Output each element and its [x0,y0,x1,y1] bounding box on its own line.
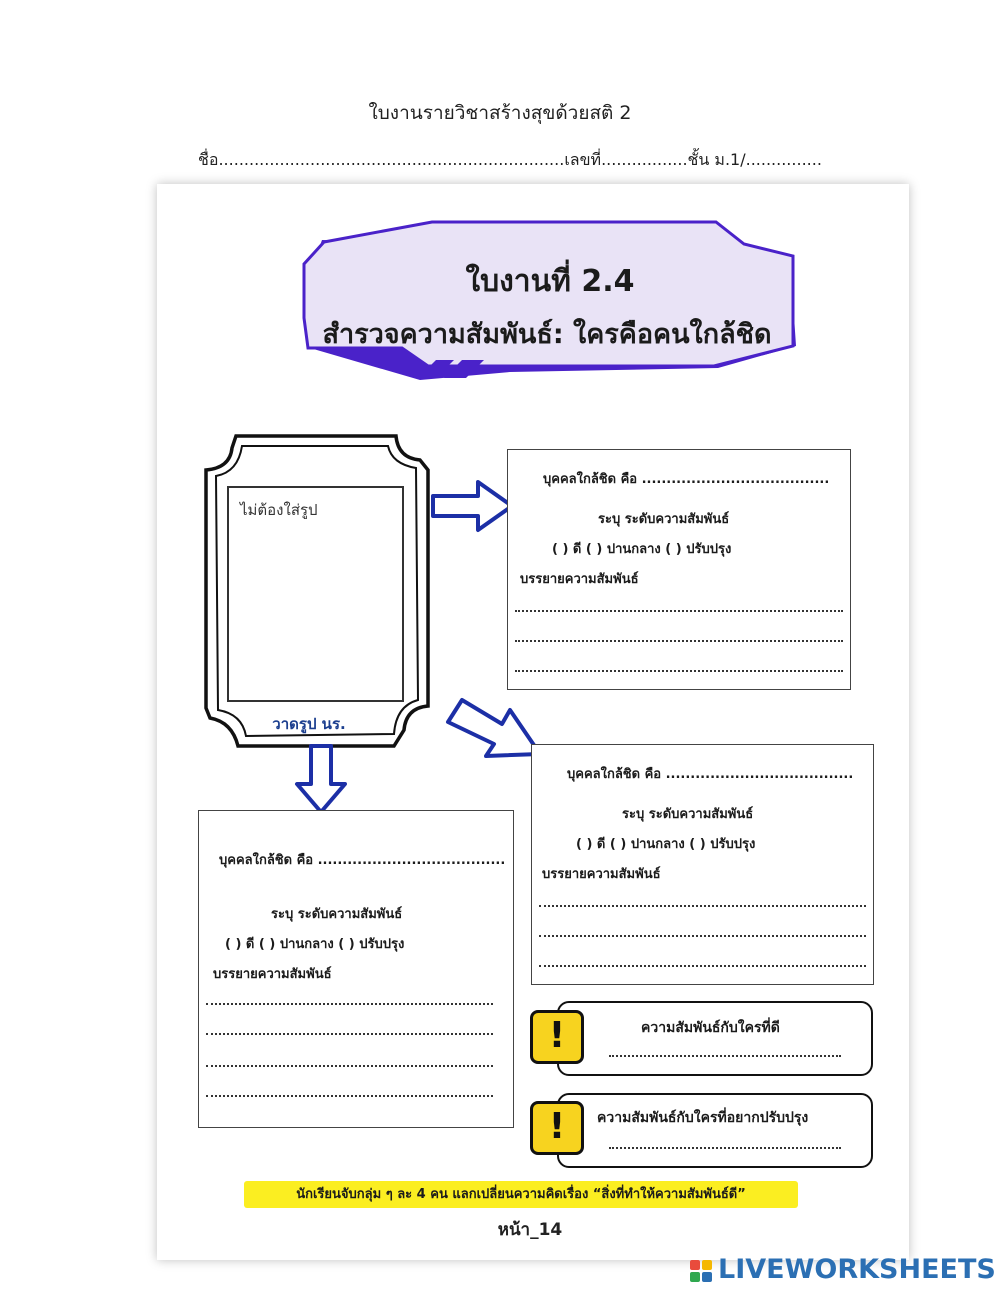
answer-line[interactable] [609,1147,841,1149]
arrow-down [297,746,345,812]
worksheet-title: สำรวจความสัมพันธ์: ใครคือคนใกล้ชิด [322,319,772,350]
worksheet-number: ใบงานที่ 2.4 [465,264,635,299]
logo-grid-icon [690,1260,712,1282]
page-number: หน้า_14 [497,1220,563,1240]
relationship-level-label: ระบุ ระดับความสัมพันธ์ [271,907,403,922]
arrow-diagonal [448,700,540,756]
describe-label: บรรยายความสัมพันธ์ [542,867,661,882]
exclamation-icon: ! [530,1101,584,1155]
relationship-card-1 [507,449,851,690]
relationship-card-2 [531,744,874,985]
describe-label: บรรยายความสัมพันธ์ [213,967,332,982]
relationship-level-label: ระบุ ระดับความสัมพันธ์ [622,807,754,822]
relationship-card-3 [198,810,514,1128]
liveworksheets-logo[interactable] [690,1252,996,1288]
answer-line[interactable] [539,935,866,937]
answer-line[interactable] [609,1055,841,1057]
brand-name: LIVEWORKSHEETS [718,1254,996,1285]
good-relationship-box [557,1001,873,1076]
good-relationship-label: ความสัมพันธ์กับใครที่ดี [641,1020,780,1036]
improve-relationship-label: ความสัมพันธ์กับใครที่อยากปรับปรุง [597,1110,809,1126]
describe-label: บรรยายความสัมพันธ์ [520,572,639,587]
relationship-level-options[interactable]: ( ) ดี ( ) ปานกลาง ( ) ปรับปรุง [576,837,756,852]
answer-line[interactable] [515,640,843,642]
arrow-right [433,482,512,530]
group-instruction: นักเรียนจับกลุ่ม ๆ ละ 4 คน แลกเปลี่ยนความคิดเรื่อง “สิ่งที่ทำให้ความสัมพันธ์ดี” [244,1181,798,1208]
answer-line[interactable] [515,670,843,672]
student-info-line: ชื่อ....................................................................เลขที่.................ชั้น ม.1/............... [198,150,822,169]
relationship-level-options[interactable]: ( ) ดี ( ) ปานกลาง ( ) ปรับปรุง [552,542,732,557]
close-person-field[interactable]: บุคคลใกล้ชิด คือ ...................................... [543,472,830,487]
exclamation-icon: ! [530,1010,584,1064]
answer-line[interactable] [539,965,866,967]
relationship-level-label: ระบุ ระดับความสัมพันธ์ [598,512,730,527]
answer-line[interactable] [206,1095,493,1097]
document-title: ใบงานรายวิชาสร้างสุขด้วยสติ 2 [368,102,632,124]
answer-line[interactable] [206,1003,493,1005]
answer-line[interactable] [206,1033,493,1035]
close-person-field[interactable]: บุคคลใกล้ชิด คือ ...................................... [219,853,506,868]
close-person-field[interactable]: บุคคลใกล้ชิด คือ ...................................... [567,767,854,782]
improve-relationship-box [557,1093,873,1168]
answer-line[interactable] [539,905,866,907]
answer-line[interactable] [515,610,843,612]
photo-note: ไม่ต้องใส่รูป [240,501,318,519]
draw-student-label: วาดรูป นร. [272,715,346,733]
relationship-level-options[interactable]: ( ) ดี ( ) ปานกลาง ( ) ปรับปรุง [225,937,405,952]
answer-line[interactable] [206,1065,493,1067]
